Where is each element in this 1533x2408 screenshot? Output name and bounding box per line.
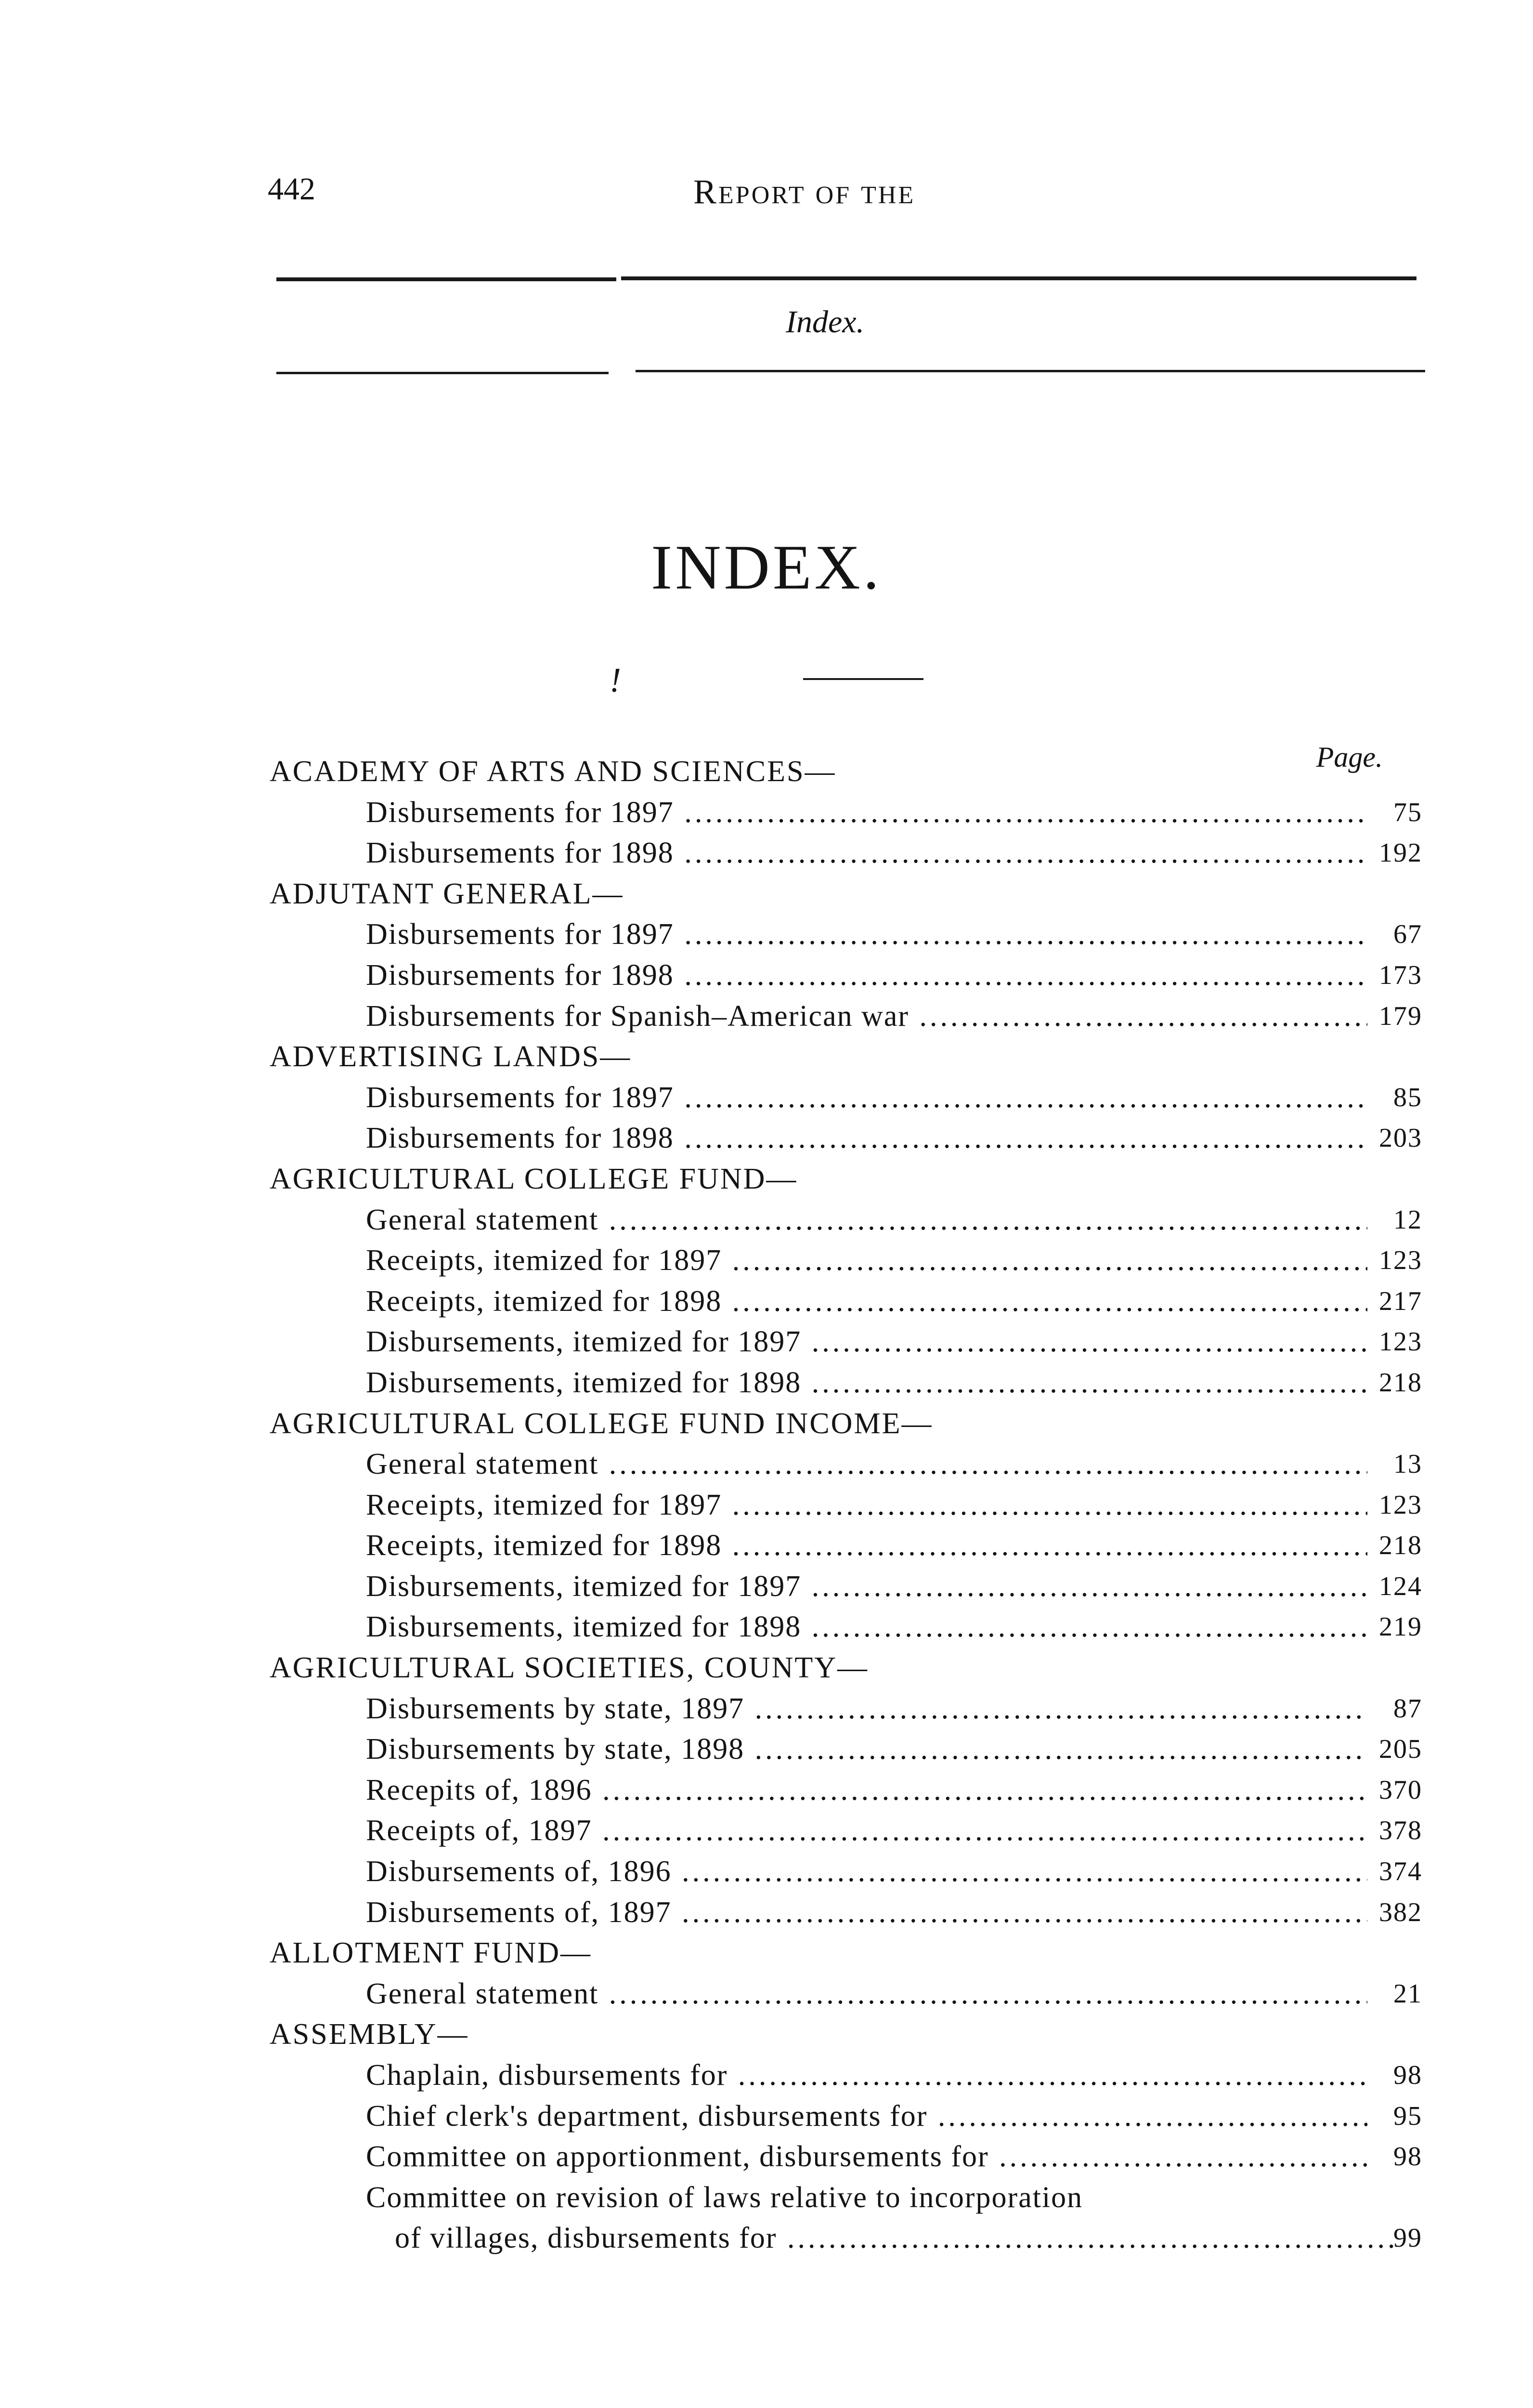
entry-page-number: 87: [1393, 1693, 1422, 1724]
entry-text: Disbursements for 1898 .....: [366, 833, 1367, 874]
index-entry: [270, 996, 1422, 1037]
index-entry: [270, 1485, 1422, 1526]
index-entry: [270, 1770, 1422, 1811]
entry-text: Chief clerk's department, disbursements for .....: [366, 2096, 1367, 2137]
entry-page-number: 217: [1379, 1286, 1422, 1316]
index-entry: [270, 955, 1422, 996]
entry-text: Disbursements for Spanish–American war .....: [366, 996, 1367, 1037]
header-rule-top-left: [276, 277, 616, 281]
entry-page-number: 85: [1393, 1082, 1422, 1112]
entry-text: Receipts, itemized for 1897 .....: [366, 1485, 1367, 1526]
entry-text: Receipts of, 1897 .....: [366, 1810, 1367, 1851]
index-entry: [270, 1362, 1422, 1403]
running-head-the: THE: [861, 182, 916, 209]
index-entry: [270, 2055, 1422, 2096]
entry-text: Chaplain, disbursements for .....: [366, 2055, 1367, 2096]
entry-text: Disbursements for 1898 .....: [366, 1118, 1367, 1159]
entry-text: Disbursements, itemized for 1897 .....: [366, 1566, 1367, 1607]
entry-text: Receipts, itemized for 1897 .....: [366, 1240, 1367, 1281]
index-list: [270, 751, 1422, 2259]
running-head-of: OF: [815, 182, 852, 209]
index-entry: [270, 1200, 1422, 1241]
entry-page-number: 205: [1379, 1734, 1422, 1765]
index-entry: [270, 1281, 1422, 1322]
entry-page-number: 67: [1393, 919, 1422, 950]
entry-page-number: 124: [1379, 1571, 1422, 1601]
entry-page-number: 123: [1379, 1245, 1422, 1276]
index-entry: [270, 914, 1422, 955]
index-heading: ALLOTMENT FUND—: [270, 1937, 592, 1970]
entry-text: General statement .....: [366, 1974, 1367, 2015]
index-entry: [270, 1892, 1422, 1933]
index-entry: [270, 1566, 1422, 1607]
index-entry: [270, 1322, 1422, 1362]
index-heading: AGRICULTURAL COLLEGE FUND—: [270, 1162, 798, 1195]
index-entry-continuation: [270, 2218, 1422, 2259]
index-heading: ADJUTANT GENERAL—: [270, 877, 624, 910]
entry-text: Committee on apportionment, disbursements for .....: [366, 2136, 1367, 2177]
header-rule-bottom-right: [636, 370, 1425, 372]
entry-page-number: 218: [1379, 1531, 1422, 1561]
entry-text: Disbursements for 1898 .....: [366, 955, 1367, 996]
index-title: INDEX.: [651, 532, 882, 602]
entry-text: Receipts, itemized for 1898 .....: [366, 1281, 1367, 1322]
entry-page-number: 382: [1379, 1897, 1422, 1927]
index-heading: ASSEMBLY—: [270, 2018, 469, 2051]
index-entry: [270, 1810, 1422, 1851]
section-subhead: Index.: [786, 304, 865, 340]
index-entry: [270, 792, 1422, 833]
entry-page-number: 219: [1379, 1612, 1422, 1642]
entry-page-number: 123: [1379, 1490, 1422, 1520]
entry-page-number: 123: [1379, 1327, 1422, 1357]
index-entry: [270, 2177, 1422, 2218]
index-heading: ACADEMY OF ARTS AND SCIENCES—: [270, 755, 836, 788]
index-entry: [270, 1444, 1422, 1485]
entry-text: Disbursements for 1897 .....: [366, 1077, 1367, 1118]
entry-page-number: 173: [1379, 960, 1422, 990]
index-entry: [270, 1688, 1422, 1729]
index-entry: [270, 833, 1422, 874]
entry-text: Disbursements of, 1896 .....: [366, 1851, 1367, 1892]
page-column-label: Page.: [1316, 741, 1383, 773]
entry-text: Disbursements, itemized for 1897 .....: [366, 1322, 1367, 1362]
entry-text: Receipts, itemized for 1898 .....: [366, 1525, 1367, 1566]
index-entry: [270, 1525, 1422, 1566]
entry-page-number: 95: [1393, 2101, 1422, 2131]
entry-text: Recepits of, 1896 .....: [366, 1770, 1367, 1811]
index-entry: [270, 1851, 1422, 1892]
entry-text: Disbursements by state, 1897 .....: [366, 1688, 1367, 1729]
entry-page-number: 12: [1393, 1204, 1422, 1235]
entry-page-number: 378: [1379, 1816, 1422, 1846]
index-heading: AGRICULTURAL COLLEGE FUND INCOME—: [270, 1407, 933, 1440]
running-head: [693, 174, 915, 209]
entry-text: Disbursements by state, 1898 .....: [366, 1729, 1367, 1770]
entry-page-number: 192: [1379, 838, 1422, 868]
entry-page-number: 203: [1379, 1123, 1422, 1153]
entry-text: General statement .....: [366, 1444, 1367, 1485]
entry-text: Committee on revision of laws relative to incorporation: [366, 2181, 1083, 2214]
index-entry: [270, 1077, 1422, 1118]
index-entry: [270, 2096, 1422, 2137]
entry-page-number: 374: [1379, 1857, 1422, 1887]
index-heading: AGRICULTURAL SOCIETIES, COUNTY—: [270, 1651, 869, 1685]
title-short-rule: [803, 678, 923, 680]
entry-text: Disbursements, itemized for 1898 .....: [366, 1362, 1367, 1403]
index-entry: [270, 1974, 1422, 2015]
entry-text: Disbursements, itemized for 1898 .....: [366, 1607, 1367, 1648]
index-entries: [270, 751, 1422, 2259]
header-rule-top-right: [621, 276, 1416, 280]
entry-text: General statement .....: [366, 1200, 1367, 1241]
entry-text: Disbursements of, 1897 .....: [366, 1892, 1367, 1933]
entry-text: of villages, disbursements for .....: [395, 2218, 1396, 2259]
entry-page-number: 218: [1379, 1367, 1422, 1398]
index-entry: [270, 1118, 1422, 1159]
running-head-word: EPORT: [718, 182, 806, 209]
entry-page-number: 98: [1393, 2142, 1422, 2172]
stray-mark: !: [610, 661, 621, 699]
index-entry: [270, 1729, 1422, 1770]
entry-page-number: 99: [1393, 2223, 1422, 2253]
index-heading: ADVERTISING LANDS—: [270, 1040, 632, 1073]
index-entry: [270, 2136, 1422, 2177]
entry-page-number: 21: [1393, 1978, 1422, 2009]
index-entry: [270, 1240, 1422, 1281]
entry-text: Disbursements for 1897 .....: [366, 914, 1367, 955]
entry-page-number: 179: [1379, 1001, 1422, 1031]
page-number: 442: [268, 171, 315, 207]
header-rule-bottom-left: [276, 372, 609, 374]
entry-page-number: 13: [1393, 1449, 1422, 1479]
entry-page-number: 98: [1393, 2060, 1422, 2090]
entry-text: Disbursements for 1897 .....: [366, 792, 1367, 833]
running-head-initial: R: [693, 172, 719, 211]
index-entry: [270, 1607, 1422, 1648]
entry-page-number: 370: [1379, 1775, 1422, 1805]
entry-page-number: 75: [1393, 797, 1422, 827]
